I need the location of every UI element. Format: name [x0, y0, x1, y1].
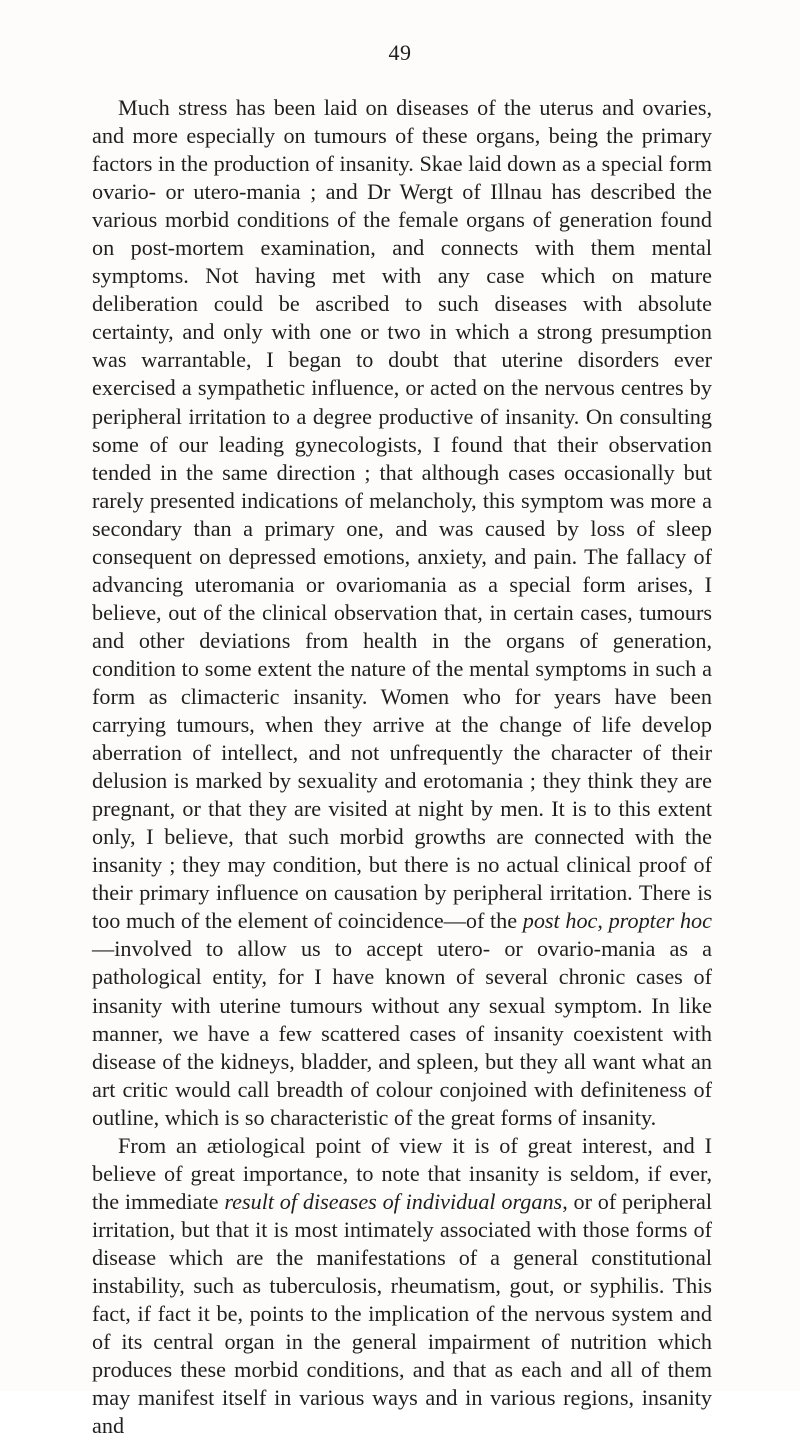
paragraph-1-text-a: Much stress has been laid on diseases of the uterus and ovaries, and more especially on tumours of these organs, being the primary factors in the production of insanity. Skae laid down as a special form ovario- or utero-mania ; and Dr Wergt of Illnau has described the various morbid conditions of the female organs of generation found on post-mortem examination, and connects with them mental symptoms. Not having met with any case which on mature deliberation could be ascribed to such diseases with absolute certainty, and only with one or two in which a strong presumption was warrantable, I began to doubt that uterine disorders ever exercised a sympathetic influence, or acted on the nervous centres by peripheral irritation to a degree productive of insanity. On consulting some of our leading gynecologists, I found that their observation tended in the same direction ; that although cases occasionally but rarely presented indications of melancholy, this symptom was more a secondary than a primary one, and was caused by loss of sleep consequent on depressed emotions, anxiety, and pain. The fallacy of advancing uteromania or ovariomania as a special form arises, I believe, out of the clinical observation that, in certain cases, tumours and other deviations from health in the organs of generation, condition to some extent the nature of the mental symptoms in such a form as climacteric insanity. Women who for years have been carrying tumours, when they arrive at the change of life develop aberration of intellect, and not unfrequently the character of their delusion is marked by sexuality and erotomania ; they think they are pregnant, or that they are visited at night by men. It is to this extent only, I believe, that such morbid growths are connected with the insanity ; they may condition, but there is no actual clinical proof of their primary influence on causation by peripheral irritation. There is too much of the element of coincidence—of the — [92, 95, 712, 934]
italic-post-hoc: post hoc — [522, 908, 598, 934]
paragraph-1-text-c: —involved to allow us to accept utero- or ovario-mania as a pathological entity, for I have known of several chronic cases of insanity with uterine tumours without any sexual symptom. In like manner, we have a few scattered cases of insanity coexistent with disease of the kidneys, bladder, and spleen, but they all want what an art critic would call breadth of colour conjoined with definiteness of outline, which is so characteristic of the great forms of insanity. — [92, 936, 712, 1130]
paragraph-2-text-a: From an ætiological point of view it is of great interest, and I believe of great importance, to note that insanity is seldom, if ever, the immediate — [92, 1132, 712, 1214]
paragraph-aetiological-view — [92, 1132, 712, 1440]
body-text — [92, 94, 712, 1440]
italic-propter-hoc: propter hoc — [608, 908, 712, 934]
paragraph-1-text-b: , — [597, 908, 609, 934]
page-number: 49 — [388, 40, 412, 65]
paragraph-uterine-disorders — [92, 94, 712, 1132]
paragraph-2-text-b: , or of peripheral irritation, but that it is most intimately associated with those forms of disease which are the manifestations of a general constitutional instability, such as tuberculosis, rheumatism, gout, or syphilis. This fact, if fact it be, points to the implication of the nervous system and of its central organ in the general impairment of nutrition which produces these morbid conditions, and that as each and all of them may manifest itself in various ways and in various regions, insanity and — [92, 1188, 712, 1439]
italic-result-of-diseases: result of diseases of individual organs — [224, 1188, 563, 1214]
